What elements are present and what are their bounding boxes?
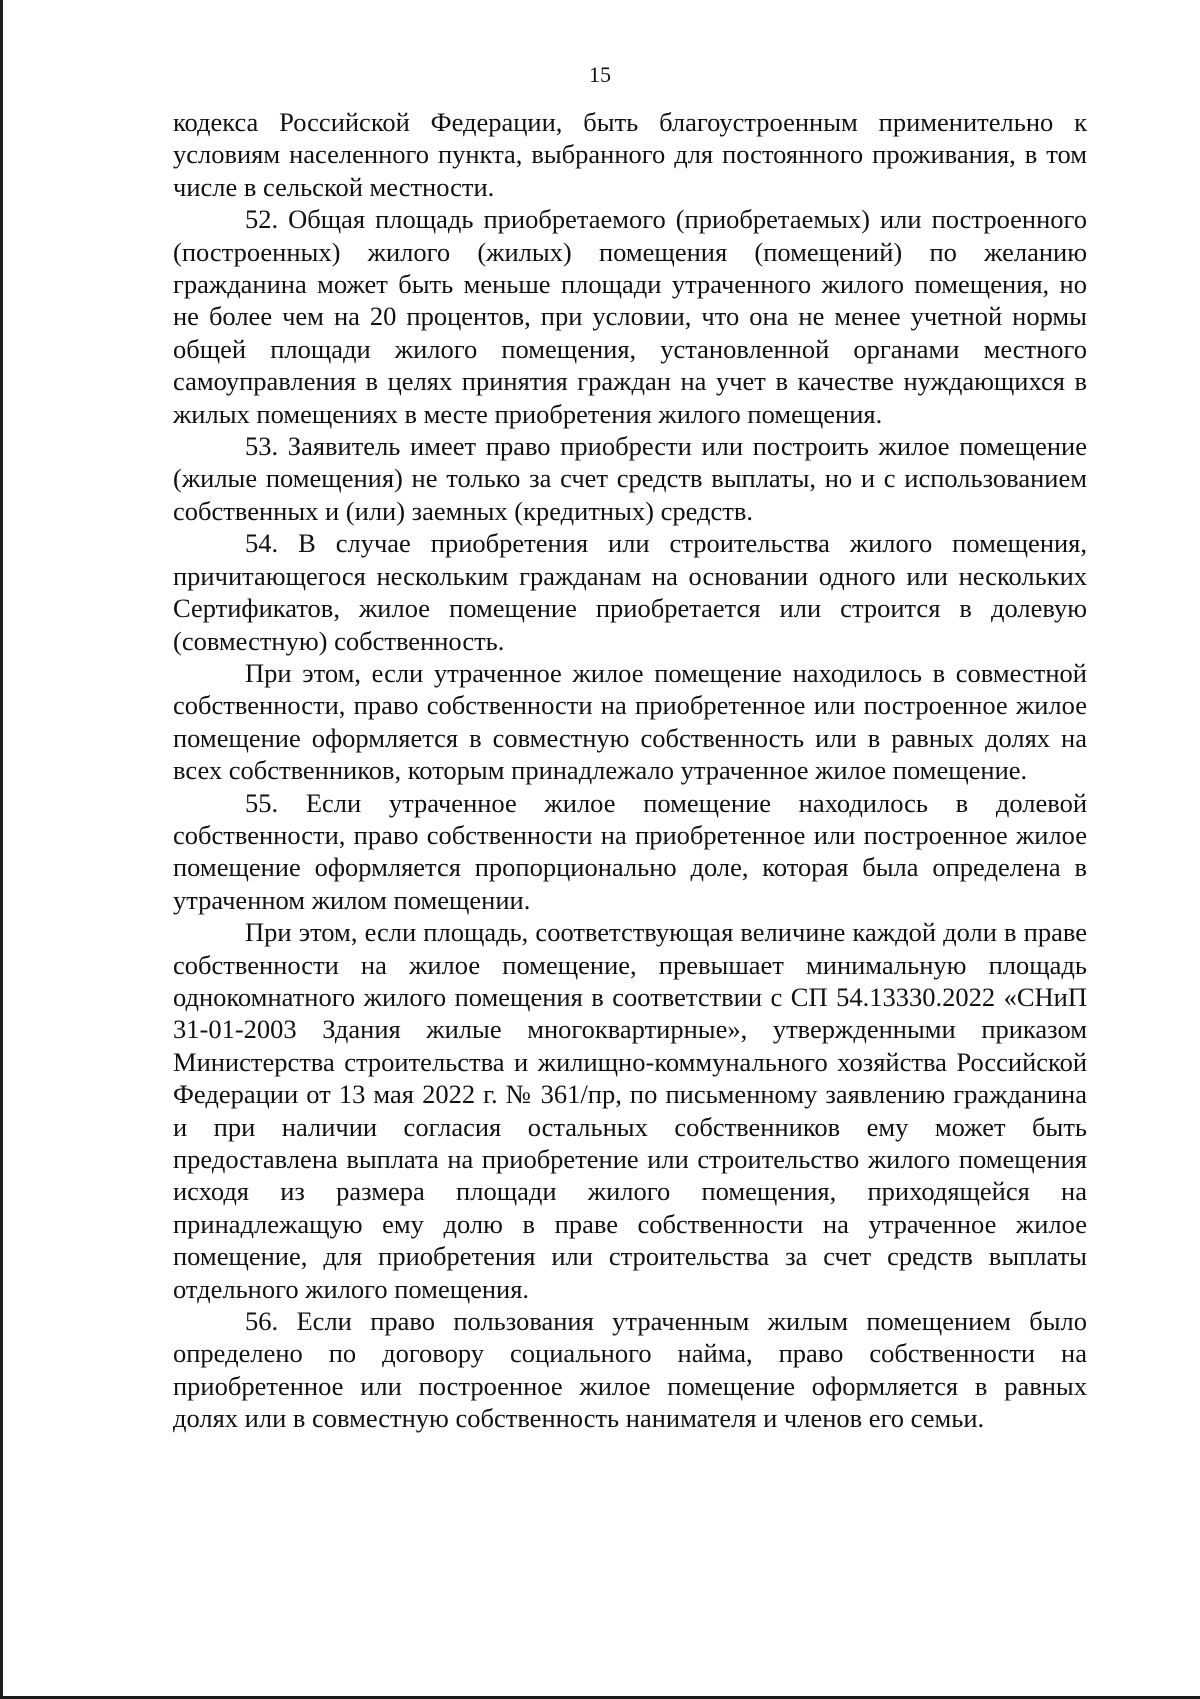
document-body (173, 106, 1087, 1435)
page-number: 15 (589, 62, 611, 87)
paragraph-clause-54: 54. В случае приобретения или строительства жилого помещения, причитающегося нескольким гражданам на основании одного или нескольких Сертификатов, жилое помещение приобретается или строится в долевую (совместную) собственность. (173, 528, 1087, 656)
paragraph-clause-56: 56. Если право пользования утраченным жилым помещением было определено по договору социального найма, право собственности на приобретенное или построенное жилое помещение оформляется в равных долях или в совместную собственность нанимателя и членов его семьи. (173, 1306, 1087, 1434)
paragraph-clause-55: 55. Если утраченное жилое помещение находилось в долевой собственности, право собственности на приобретенное или построенное жилое помещение оформляется пропорционально доле, которая была определена в утраченном жилом помещении. (173, 787, 1087, 915)
paragraph-clause-52: 52. Общая площадь приобретаемого (приобретаемых) или построенного (построенных) жилого (жилых) помещения (помещений) по желанию гражданина может быть меньше площади утраченного жилого помещения, но не более чем на 20 процентов, при условии, что она не менее учетной нормы общей площади жилого помещения, установленной органами местного самоуправления в целях принятия граждан на учет в качестве нуждающихся в жилых помещениях в месте приобретения жилого помещения. (173, 204, 1087, 429)
paragraph-continuation: кодекса Российской Федерации, быть благоустроенным применительно к условиям населенного пункта, выбранного для постоянного проживания, в том числе в сельской местности. (173, 107, 1087, 202)
paragraph-clause-54-note: При этом, если утраченное жилое помещение находилось в совместной собственности, право собственности на приобретенное или построенное жилое помещение оформляется в совместную собственность или в равных долях на всех собственников, которым принадлежало утраченное жилое помещение. (173, 657, 1087, 786)
paragraph-clause-53: 53. Заявитель имеет право приобрести или построить жилое помещение (жилые помещения) не только за счет средств выплаты, но и с использованием собственных и (или) заемных (кредитных) средств. (173, 431, 1087, 526)
paragraph-clause-55-note: При этом, если площадь, соответствующая величине каждой доли в праве собственности на жилое помещение, превышает минимальную площадь однокомнатного жилого помещения в соответствии с СП 54.13330.2022 «СНиП 31-01-2003 Здания жилые многоквартирные», утвержденными приказом Министерства строительства и жилищно-коммунального хозяйства Российской Федерации от 13 мая 2022 г. № 361/пр, по письменному заявлению гражданина и при наличии согласия остальных собственников ему может быть предоставлена выплата на приобретение или строительство жилого помещения исходя из размера площади жилого помещения, приходящейся на принадлежащую ему долю в праве собственности на утраченное жилое помещение, для приобретения или строительства за счет средств выплаты отдельного жилого помещения. (173, 917, 1087, 1304)
scan-edge-left (0, 0, 3, 1699)
